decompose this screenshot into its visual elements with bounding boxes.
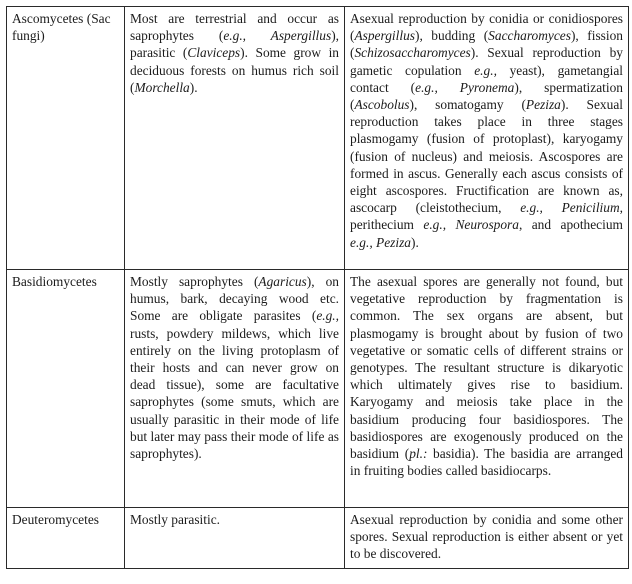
habitat-text: ), parasitic ( <box>130 28 339 61</box>
reproduction-example: e.g., Peziza <box>350 234 411 250</box>
habitat-text: ). <box>189 79 198 95</box>
reproduction-text: Asexual reproduction by conidia or conidiospores ( <box>350 11 623 44</box>
reproduction-example: e.g., Pyronema <box>415 79 515 95</box>
reproduction-text: yeast), gametangial contact ( <box>350 62 623 95</box>
group-name-cell <box>7 508 125 569</box>
habitat-text: Most are terrestrial and occur as saprophytes ( <box>130 11 339 44</box>
group-name-cell <box>7 270 125 508</box>
reproduction-text: Asexual reproduction by conidia and some other spores. Sexual reproduction is either absent or yet to be discovered. <box>350 512 623 562</box>
reproduction-example: Aspergillus <box>354 28 415 44</box>
habitat-example: Claviceps <box>187 45 241 61</box>
reproduction-text: ). <box>411 234 419 250</box>
reproduction-example: e.g., <box>474 62 497 78</box>
habitat-example: e.g., <box>316 308 339 324</box>
reproduction-example: e.g., Penicilium <box>520 200 620 216</box>
fungi-classification-table <box>6 6 629 569</box>
habitat-cell <box>125 508 345 569</box>
reproduction-text: ), budding ( <box>414 28 489 44</box>
reproduction-example: e.g., Neurospora <box>423 217 519 233</box>
reproduction-text: , perithecium <box>350 200 623 233</box>
reproduction-text: , and apothecium <box>518 217 623 233</box>
table-row-basidiomycetes <box>7 270 629 508</box>
habitat-text: Mostly parasitic. <box>130 512 221 527</box>
reproduction-text: ), spermatization ( <box>350 79 623 113</box>
reproduction-text: The asexual spores are generally not found, but vegetative reproduction by fragmentation is common. The sex organs are absent, but plasmogamy is brought about by fusion of two vegetative or somatic cells of different strains or genotypes. The resultant structure is dikaryotic which ultimately gives rise to basidium. Karyogamy and meiosis take place in the basidium producing four basidiospores. The basidiospores are exogenously produced on the basidium ( <box>350 274 623 462</box>
group-name: Basidiomycetes <box>12 274 97 289</box>
habitat-text: ). Some grow in deciduous forests on humus rich soil ( <box>130 45 339 95</box>
reproduction-text: basidia). The basidia are arranged in fruiting bodies called basidiocarps. <box>350 446 623 479</box>
reproduction-text: ). Sexual reproduction by gametic copulation <box>350 45 623 78</box>
habitat-example: e.g., Aspergillus <box>223 28 332 44</box>
reproduction-cell <box>345 7 629 270</box>
table-row-ascomycetes <box>7 7 629 270</box>
habitat-cell <box>125 7 345 270</box>
group-name-cell <box>7 7 125 270</box>
reproduction-example: pl.: <box>409 446 428 462</box>
habitat-text: rusts, powdery mildews, which live entirely on the living protoplasm of their hosts and can never grow on dead tissue), some are facultative saprophytes (some smuts, which are usually parasitic in their mode of life but later may pass their mode of life as saprophytes). <box>130 325 339 462</box>
habitat-example: Agaricus <box>258 274 307 289</box>
reproduction-cell <box>345 270 629 508</box>
reproduction-example: Ascobolus <box>354 97 410 113</box>
habitat-example: Morchella <box>134 79 190 95</box>
reproduction-text: ). Sexual reproduction takes place in three stages plasmogamy (fusion of protoplast), karyogamy (fusion of nucleus) and meiosis. Ascospores are formed in ascus. Generally each ascus consists of eight ascospores. Fructification are known as, ascocarp (cleistothecium, <box>350 97 623 216</box>
habitat-text: Mostly saprophytes ( <box>130 274 259 289</box>
reproduction-cell <box>345 508 629 569</box>
habitat-text: ), on humus, bark, decaying wood etc. Some are obligate parasites ( <box>130 274 339 324</box>
group-name: Ascomycetes (Sac fungi) <box>12 11 111 44</box>
habitat-cell <box>125 270 345 508</box>
table-row-deuteromycetes <box>7 508 629 569</box>
reproduction-example: Peziza <box>525 97 561 113</box>
reproduction-text: ), somatogamy ( <box>409 97 526 113</box>
group-name: Deuteromycetes <box>12 512 99 527</box>
reproduction-example: Saccharomyces <box>488 28 571 44</box>
reproduction-text: ), fission ( <box>350 28 623 61</box>
reproduction-example: Schizosaccharomyces <box>354 45 471 61</box>
